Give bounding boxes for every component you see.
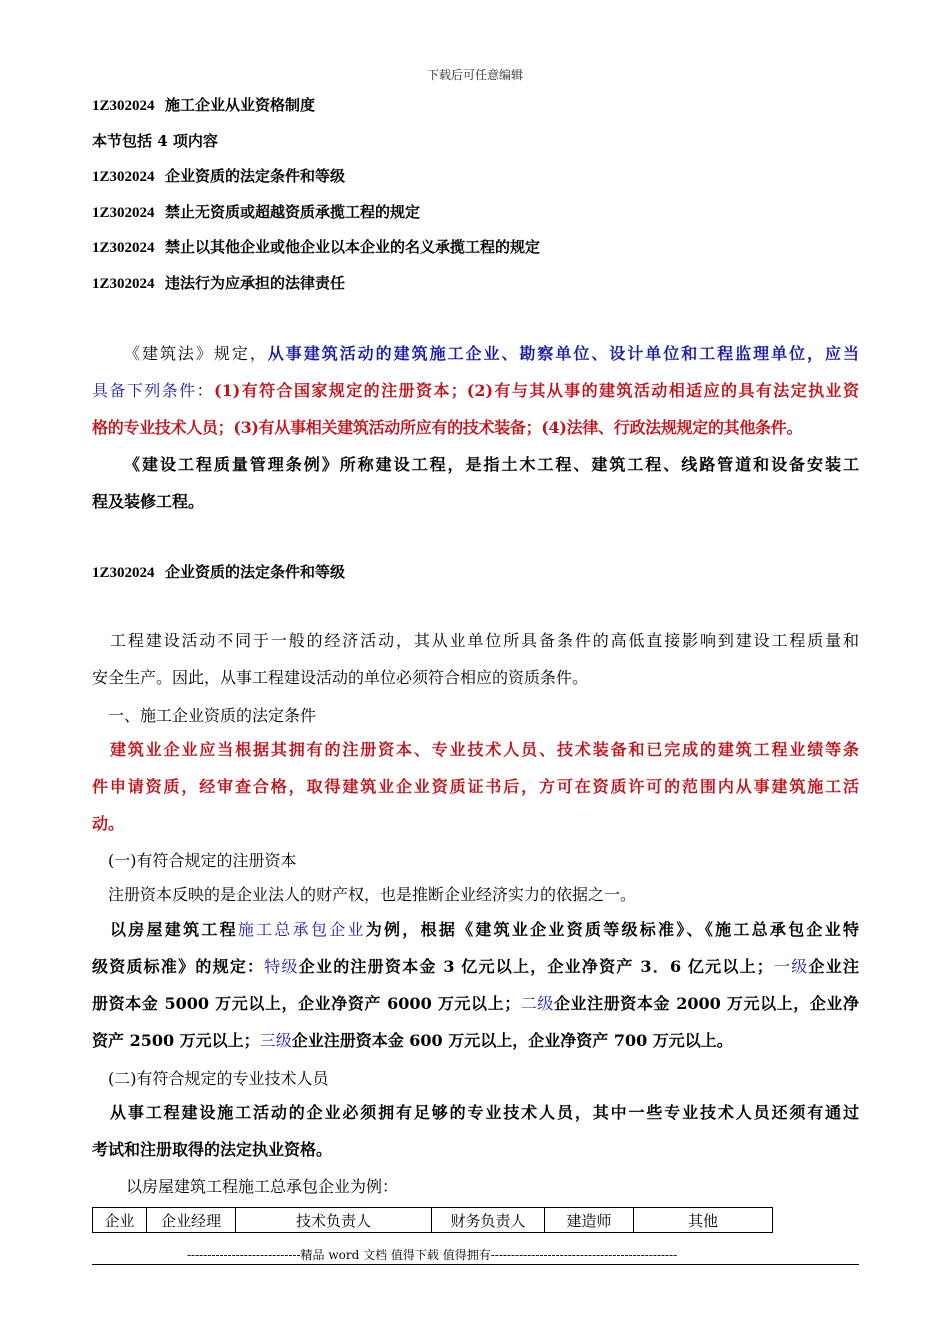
text-run: 企业注 <box>808 957 859 976</box>
text-line: 《建设工程质量管理条例》所称建设工程，是指土木工程、建筑工程、线路管道和设备安装工 <box>124 455 859 474</box>
footer-rule <box>92 1264 859 1265</box>
toc-code: 1Z302024 <box>92 169 155 185</box>
text-run-blue: 从事建筑活动的建筑施工企业、勘察单位、设计单位和工程监理单位，应当 <box>267 344 859 363</box>
table-header-cell: 企业 <box>93 1208 147 1233</box>
text-run: 企业的注册资本金 3 亿元以上，企业净资产 3．6 亿元以上； <box>298 957 773 976</box>
subheading-legal-conditions: 一、施工企业资质的法定条件 <box>108 706 317 725</box>
toc-code: 1Z302024 <box>92 276 155 292</box>
text-run: 《建筑法》规定， <box>124 344 268 363</box>
toc-line-5 <box>92 236 540 257</box>
text-run-blue: 一级 <box>772 957 809 976</box>
page-header: 下载后可任意编辑 <box>426 68 523 82</box>
table-header-cell: 建造师 <box>545 1208 634 1233</box>
subheading-registered-capital: (一)有符合规定的注册资本 <box>108 851 297 870</box>
text-run-red: (1)有符合国家规定的注册资本；(2)有与其从事的建筑活动相适应的具有法定执业资 <box>214 381 859 400</box>
toc-title: 企业资质的法定条件和等级 <box>164 167 345 185</box>
text-run: 级资质标准》的规定： <box>92 957 265 976</box>
toc-title: 本节包括 4 项内容 <box>92 132 218 150</box>
text-run: 资产 2500 万元以上； <box>92 1031 260 1050</box>
toc-line-1 <box>92 94 315 115</box>
text-run-blue: 二级 <box>520 994 554 1013</box>
toc-line-6 <box>92 272 345 293</box>
paragraph-example-intro: 以房屋建筑工程施工总承包企业为例： <box>126 1177 399 1196</box>
paragraph-qualification-application <box>92 731 859 842</box>
toc-line-2 <box>92 130 218 151</box>
toc-title: 施工企业从业资格制度 <box>164 96 315 114</box>
text-line: 件申请资质，经审查合格，取得建筑业企业资质证书后，方可在资质许可的范围内从事建筑施工活 <box>92 777 859 796</box>
text-run-blue: 特级 <box>264 957 299 976</box>
text-line: 从事工程建设施工活动的企业必须拥有足够的专业技术人员，其中一些专业技术人员还须有通过 <box>110 1103 859 1122</box>
text-line: 考试和注册取得的法定执业资格。 <box>92 1140 333 1159</box>
paragraph-capital-meaning: 注册资本反映的是企业法人的财产权，也是推断企业经济实力的依据之一。 <box>108 885 637 904</box>
paragraph-quality-regulation <box>92 446 859 520</box>
text-run: ： <box>196 381 214 400</box>
text-run: 企业注册资本金 600 万元以上，企业净资产 700 万元以上。 <box>291 1031 733 1050</box>
text-run-blue: 施工总承包企业 <box>237 920 366 939</box>
text-run: 为例，根据《建筑业企业资质等级标准》、《施工总承包企业特 <box>365 920 859 939</box>
text-line: 工程建设活动不同于一般的经济活动，其从业单位所具备条件的高低直接影响到建设工程质量和 <box>110 631 859 650</box>
text-line: 安全生产。因此，从事工程建设活动的单位必须符合相应的资质条件。 <box>92 668 589 687</box>
toc-title: 禁止无资质或超越资质承揽工程的规定 <box>164 203 420 221</box>
section-code: 1Z302024 <box>92 565 155 581</box>
toc-line-3 <box>92 165 345 186</box>
toc-title: 违法行为应承担的法律责任 <box>164 274 345 292</box>
section-title-text: 企业资质的法定条件和等级 <box>164 563 345 581</box>
toc-code: 1Z302024 <box>92 98 155 114</box>
staff-table <box>92 1207 773 1233</box>
table-header-row <box>93 1208 773 1233</box>
toc-code: 1Z302024 <box>92 240 155 256</box>
text-run-blue: 具备下列条件 <box>92 381 197 400</box>
table-header-cell: 财务负责人 <box>432 1208 545 1233</box>
toc-code: 1Z302024 <box>92 205 155 221</box>
toc-title: 禁止以其他企业或他企业以本企业的名义承揽工程的规定 <box>164 238 540 256</box>
text-line: 建筑业企业应当根据其拥有的注册资本、专业技术人员、技术装备和已完成的建筑工程业绩等条 <box>110 740 859 759</box>
text-run: 企业注册资本金 2000 万元以上，企业净 <box>553 994 859 1013</box>
text-line: 程及装修工程。 <box>92 492 205 511</box>
text-run: 册资本金 5000 万元以上，企业净资产 6000 万元以上； <box>92 994 521 1013</box>
text-run: 以房屋建筑工程 <box>110 920 238 939</box>
toc-line-4 <box>92 201 420 222</box>
paragraph-intro <box>92 622 859 696</box>
section-title <box>92 561 345 582</box>
table-header-cell: 技术负责人 <box>236 1208 432 1233</box>
page-footer: ----------------------------精品 word 文档 值得下载 值得拥有---------------------------------------------- <box>187 1248 678 1262</box>
paragraph-capital-requirements <box>92 911 859 1059</box>
table-header-cell: 企业经理 <box>147 1208 236 1233</box>
paragraph-technical-staff <box>92 1094 859 1168</box>
text-run-red: 格的专业技术人员；(3)有从事相关建筑活动所应有的技术装备；(4)法律、行政法规规定的其他条件。 <box>92 418 803 437</box>
subheading-technical-staff: (二)有符合规定的专业技术人员 <box>108 1069 329 1088</box>
text-line: 动。 <box>92 814 125 833</box>
text-run-blue: 三级 <box>259 1031 292 1050</box>
paragraph-building-law <box>92 335 859 446</box>
table-header-cell: 其他 <box>634 1208 773 1233</box>
